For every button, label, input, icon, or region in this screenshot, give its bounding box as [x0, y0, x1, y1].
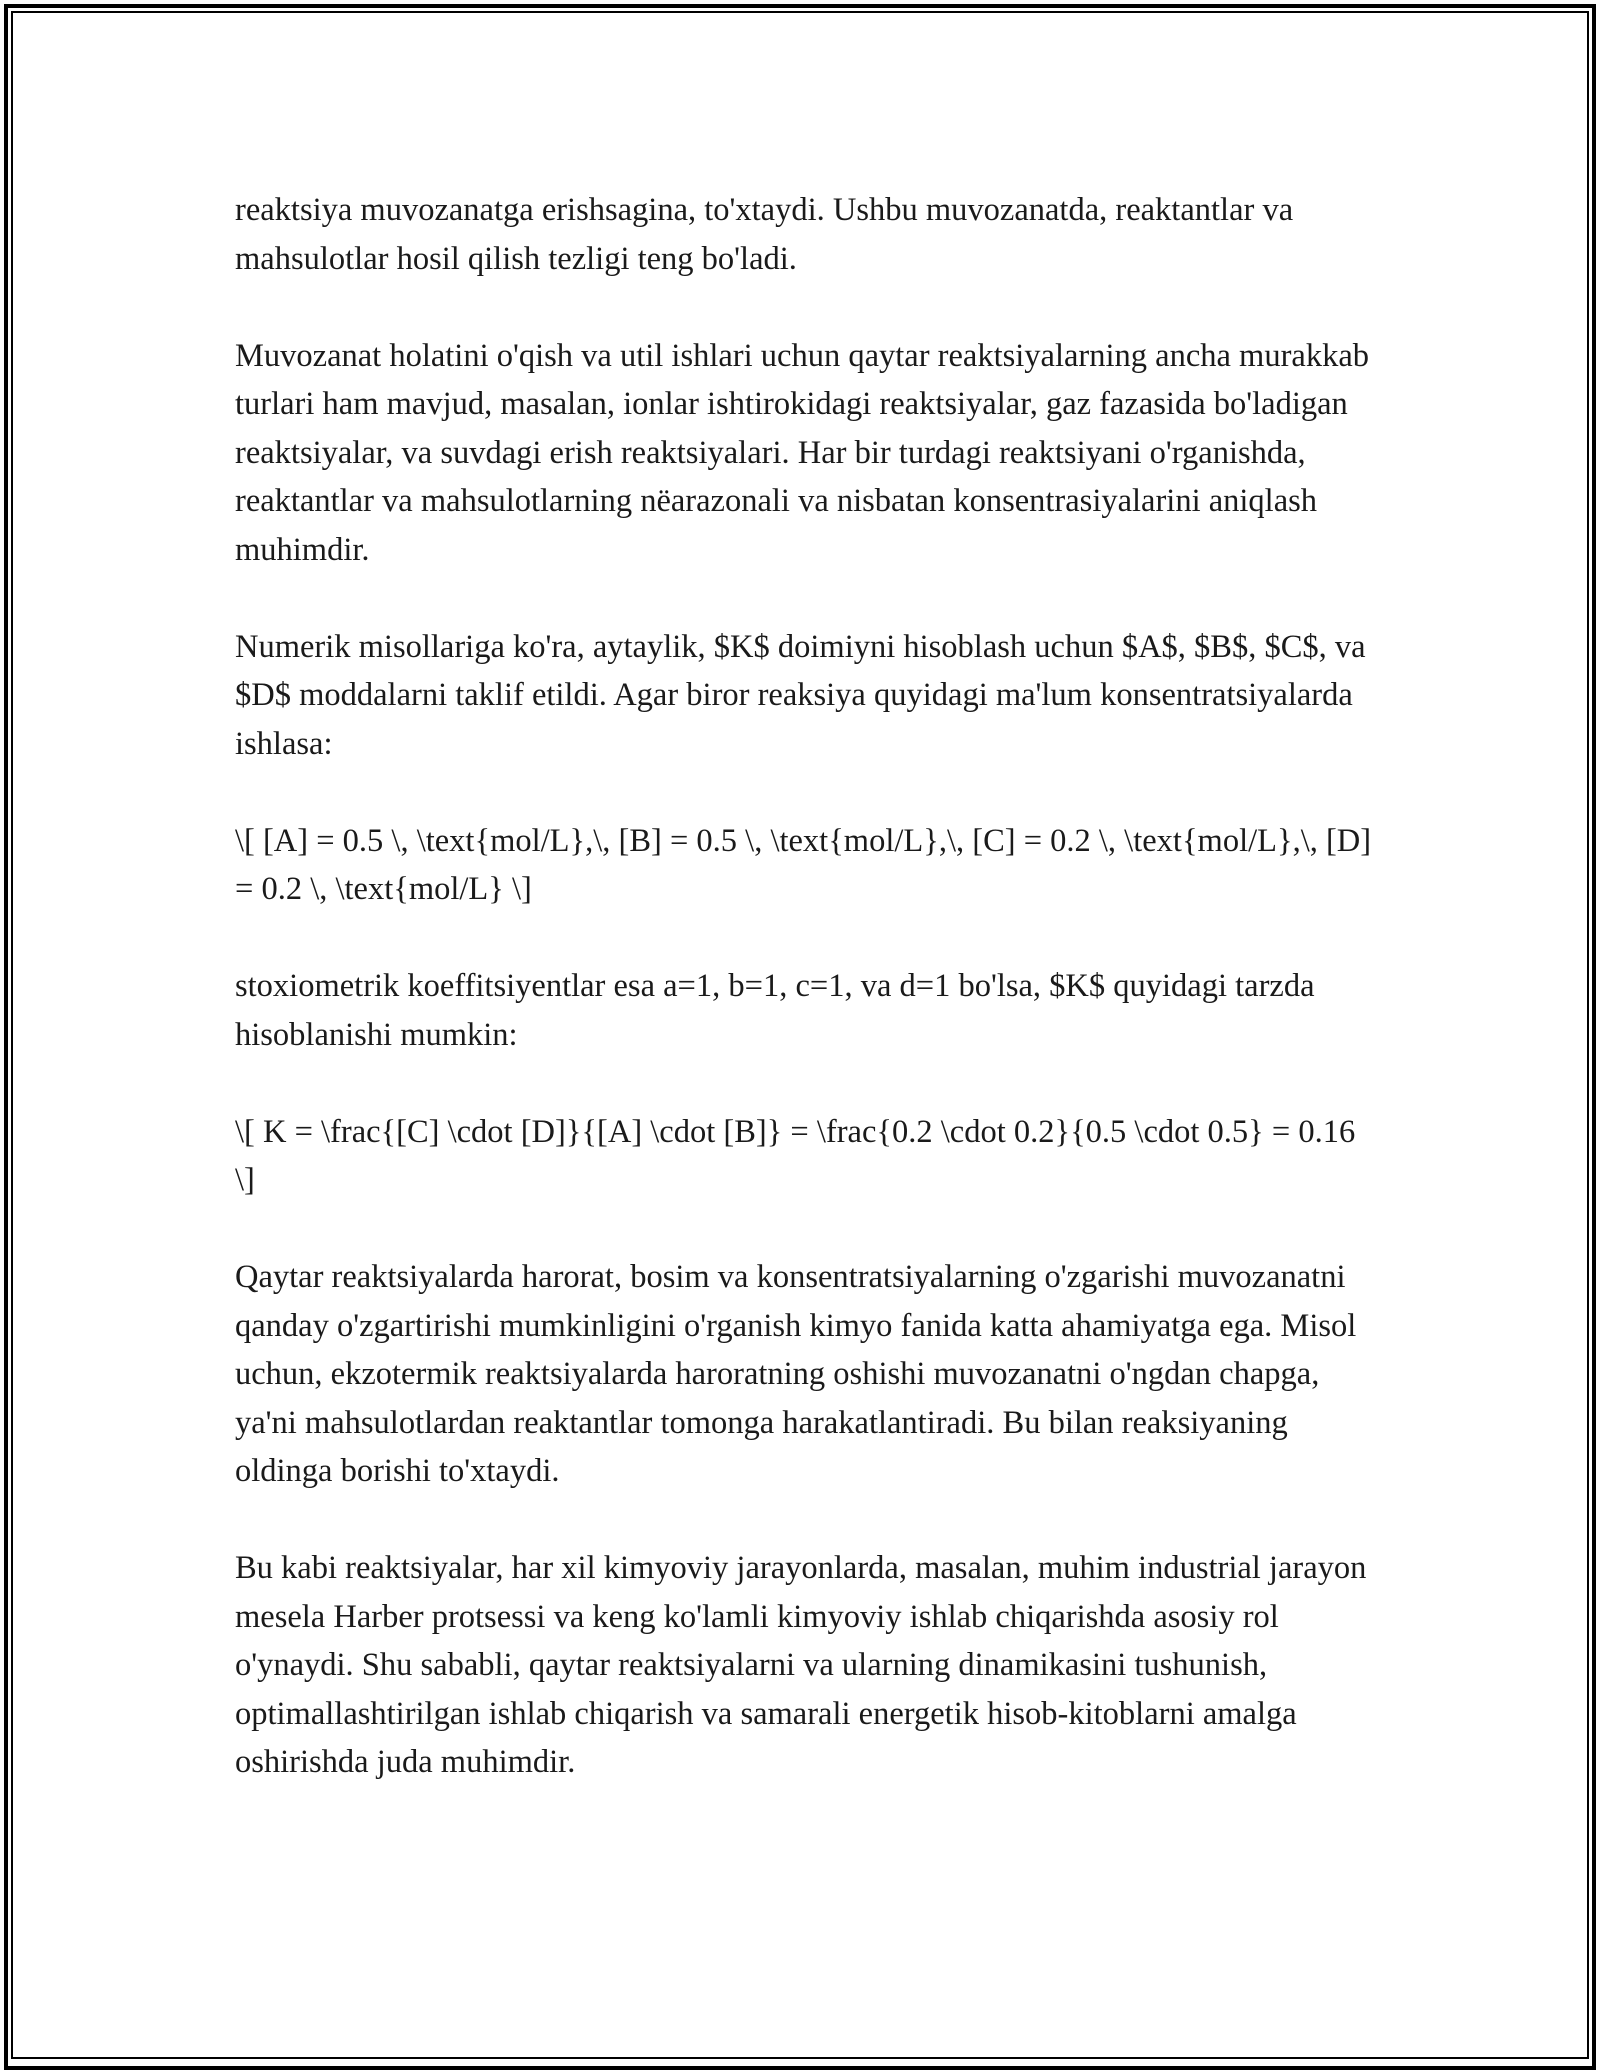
equation-concentrations: \[ [A] = 0.5 \, \text{mol/L},\, [B] = 0.5 \, \text{mol/L},\, [C] = 0.2 \, \text{mol/L},\, [D] = 0.2 \, \text{mol/L} \] [235, 822, 1372, 907]
paragraph-equilibrium-intro: reaktsiya muvozanatga erishsagina, to'xtaydi. Ushbu muvozanatda, reaktantlar va mahsulotlar hosil qilish tezligi teng bo'ladi. [235, 192, 1294, 277]
document-body [235, 186, 1375, 1787]
paragraph-equilibrium-types: Muvozanat holatini o'qish va util ishlari uchun qaytar reaktsiyalarning ancha murakkab turlari ham mavjud, masalan, ionlar ishtirokidagi reaktsiyalar, gaz fazasida bo'ladigan reaktsiyalar, va suvdagi erish reaktsiyalari. Har bir turdagi reaktsiyani o'rganishda, reaktantlar va mahsulotlarning nëarazonali va nisbatan konsentrasiyalarini aniqlash muhimdir. [235, 337, 1369, 568]
equation-k-calculation: \[ K = \frac{[C] \cdot [D]}{[A] \cdot [B]} = \frac{0.2 \cdot 0.2}{0.5 \cdot 0.5} = 0.16 \] [235, 1113, 1356, 1198]
paragraph-numeric-example: Numerik misollariga ko'ra, aytaylik, $K$ doimiyni hisoblash uchun $A$, $B$, $C$, va $D$ moddalarni taklif etildi. Agar biror reaksiya quyidagi ma'lum konsentratsiyalarda ishlasa: [235, 628, 1366, 762]
paragraph-temperature-effects: Qaytar reaktsiyalarda harorat, bosim va konsentratsiyalarning o'zgarishi muvozanatni qanday o'zgartirishi mumkinligini o'rganish kimyo fanida katta ahamiyatga ega. Misol uchun, ekzotermik reaktsiyalarda haroratning oshishi muvozanatni o'ngdan chapga, ya'ni mahsulotlardan reaktantlar tomonga harakatlantiradi. Bu bilan reaksiyaning oldinga borishi to'xtaydi. [235, 1259, 1357, 1489]
paragraph-stoichiometry: stoxiometrik koeffitsiyentlar esa a=1, b=1, c=1, va d=1 bo'lsa, $K$ quyidagi tarzda hisoblanishi mumkin: [235, 968, 1315, 1053]
paragraph-industrial-applications: Bu kabi reaktsiyalar, har xil kimyoviy jarayonlarda, masalan, muhim industrial jarayon mesela Harber protsessi va keng ko'lamli kimyoviy ishlab chiqarishda asosiy rol o'ynaydi. Shu sababli, qaytar reaktsiyalarni va ularning dinamikasini tushunish, optimallashtirilgan ishlab chiqarish va samarali energetik hisob-kitoblarni amalga oshirishda juda muhimdir. [235, 1550, 1367, 1780]
